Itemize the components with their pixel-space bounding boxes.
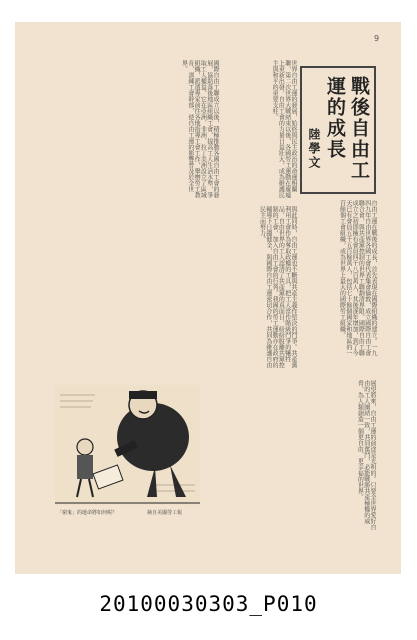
illustration-credit: 摘自美國勞工報 bbox=[147, 510, 183, 516]
page-number: 9 bbox=[374, 34, 380, 43]
article-author: 陸學文 bbox=[307, 128, 321, 170]
article-title-line-1: 戰後自由工 bbox=[348, 76, 370, 181]
article-title-box bbox=[300, 66, 376, 194]
body-text-block: 展望將來，自由工運的前途是光明的。只要全世界愛好自由的工人團結一致，共同奮鬥，必能戰勝共產極權的威脅，為人類創造一個更自由、更幸福的世界。 bbox=[356, 380, 376, 530]
body-text-block: 世界自由工運的發展，始終與民主政治的命運相關聯，第二次世界大戰結束以後，各國勞工運動在廢墟上重新出發，自由工會的力量日益壯大，成為維護民主與和平的重要支柱。 bbox=[271, 60, 297, 198]
body-text-block: 國際自由工聯成立以後，積極推動各國自由工會的發展，協助落後地區組織工會，提高工人生活水準，爭取工人權益。它在亞洲、非洲、拉丁美洲設立了區域組織，派遣專家前往各地指導工會工作，舉辦勞工教育，訓練工會幹部，使自由工運的影響普及於全世界。 bbox=[180, 60, 219, 198]
article-title-line-2: 運的成長 bbox=[324, 76, 346, 160]
image-id-label: 20100030303_P010 bbox=[99, 592, 318, 616]
cartoon-illustration bbox=[55, 385, 200, 520]
illustration-caption: 「窮鬼」的運命將如何呢？ bbox=[57, 510, 118, 516]
cartoon-drawing bbox=[55, 385, 200, 520]
body-text-block: 與此同時，自由工運也不斷與共產主義作堅決的鬥爭。共產黨利用工會作為奪取政權的工具，把工人當作階級鬥爭的犧牲品，自由世界的工人認清了共產黨的真面目，紛紛脫離共黨控制的工會，加入自由工會的行列。我國的勞工運動亦在政府的輔導下日趨健全，與國際自由工運密切合作，共同為維護自由民主而努力。 bbox=[258, 206, 297, 368]
body-text-block: 自由工運在戰後的成長，首先表現在國際組織的建立。一九四九年自由世界各國工會代表集會倫敦，成立國際自由工會聯合會，與共產黨控制的世界工聯劃清界限。國際自由工聯成立之初即擁有會員四千八百萬人，其後逐年增加，到了今天已有會員五千五百餘萬人，包括七十餘個國家和地區的一百餘個工會組織，成為世界上最大的國際勞工組織。 bbox=[338, 200, 377, 356]
